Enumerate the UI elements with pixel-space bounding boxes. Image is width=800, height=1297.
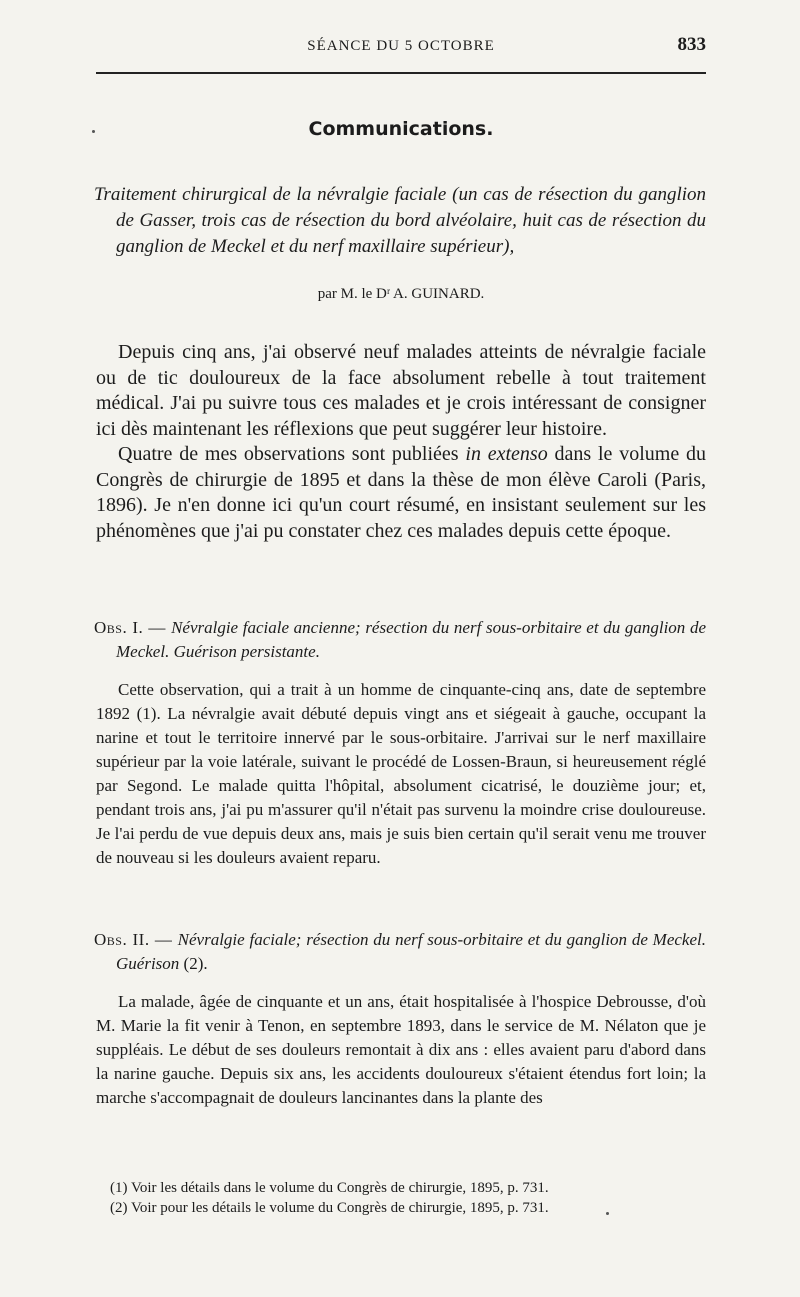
observation-2-label: Obs. II. — <box>94 930 178 949</box>
header-rule <box>96 72 706 74</box>
observation-2-heading <box>94 928 706 976</box>
intro-2-text-b: dans le volume du Congrès de chirurgie de 1895 et dans la thèse de mon élève Caroli (Paris, 1896). Je n'en donne ici qu'un court résumé, en insistant seulement sur les phénomènes que j'ai pu constater chez ces malades depuis cette époque. <box>96 443 706 542</box>
footnote-2: (2) Voir pour les détails le volume du Congrès de chirurgie, 1895, p. 731. <box>110 1200 549 1216</box>
running-title: SÉANCE DU 5 OCTOBRE <box>307 38 495 54</box>
observation-2-note-ref: (2). <box>179 954 208 973</box>
page-number: 833 <box>677 34 706 55</box>
observation-2-title: Névralgie faciale; résection du nerf sous-orbitaire et du ganglion de Meckel. Guérison <box>116 930 706 973</box>
intro-2-emphasis: in extenso <box>465 443 548 465</box>
paragraph-intro-2 <box>96 442 706 544</box>
observation-2-text: La malade, âgée de cinquante et un ans, était hospitalisée à l'hospice Debrousse, d'où M. Marie la fit venir à Tenon, en septembre 1893, dans le service de M. Nélaton que je suppléais. Le début de ses douleurs remontait à dix ans : elles avaient paru d'abord dans la narine gauche. Depuis six ans, les accidents douloureux s'étaient étendus fort loin; la marche s'accompagnait de douleurs lancinantes dans la plante des <box>96 992 706 1107</box>
author-byline: par M. le Dʳ A. GUINARD. <box>317 286 485 302</box>
observation-1-heading <box>94 616 707 664</box>
page-header <box>96 34 706 58</box>
footnotes <box>110 1178 706 1218</box>
paper-title <box>94 182 706 260</box>
footnote-1: (1) Voir les détails dans le volume du Congrès de chirurgie, 1895, p. 731. <box>110 1180 549 1196</box>
observation-1-body <box>96 678 706 870</box>
observation-1-title: Névralgie faciale ancienne; résection du nerf sous-orbitaire et du ganglion de Meckel. Guérison persistante. <box>116 618 707 661</box>
paragraph-intro-1: Depuis cinq ans, j'ai observé neuf malades atteints de névralgie faciale ou de tic douloureux de la face absolument rebelle à tout traitement médical. J'ai pu suivre tous ces malades et je crois intéressant de consigner ici dès maintenant les réflexions que peut suggérer leur histoire. <box>96 341 706 440</box>
intro-section <box>96 340 706 544</box>
scan-speck <box>606 1212 609 1215</box>
intro-2-text-a: Quatre de mes observations sont publiées <box>118 443 466 465</box>
observation-1-label: Obs. I. — <box>94 618 172 637</box>
observation-2-body <box>96 990 706 1110</box>
section-title: Communications. <box>308 118 494 140</box>
paper-title-text: Traitement chirurgical de la névralgie faciale (un cas de résection du ganglion de Gasser, trois cas de résection du bord alvéolaire, huit cas de résection du ganglion de Meckel et du nerf maxillaire supérieur), <box>94 184 706 257</box>
observation-1-text: Cette observation, qui a trait à un homme de cinquante-cinq ans, date de septembre 1892 (1). La névralgie avait débuté depuis vingt ans et siégeait à gauche, occupant la narine et tout le territoire innervé par le sous-orbitaire. J'arrivai sur le nerf maxillaire supérieur par la voie latérale, suivant le procédé de Lossen-Braun, si heureusement réglé par Segond. Le malade quitta l'hôpital, absolument cicatrisé, le douzième jour; et, pendant trois ans, j'ai pu m'assurer qu'il n'était pas survenu la moindre crise douloureuse. Je l'ai perdu de vue depuis deux ans, mais je suis bien certain qu'il serait venu me trouver de nouveau si les douleurs avaient reparu. <box>96 680 706 867</box>
scan-speck <box>92 130 95 133</box>
